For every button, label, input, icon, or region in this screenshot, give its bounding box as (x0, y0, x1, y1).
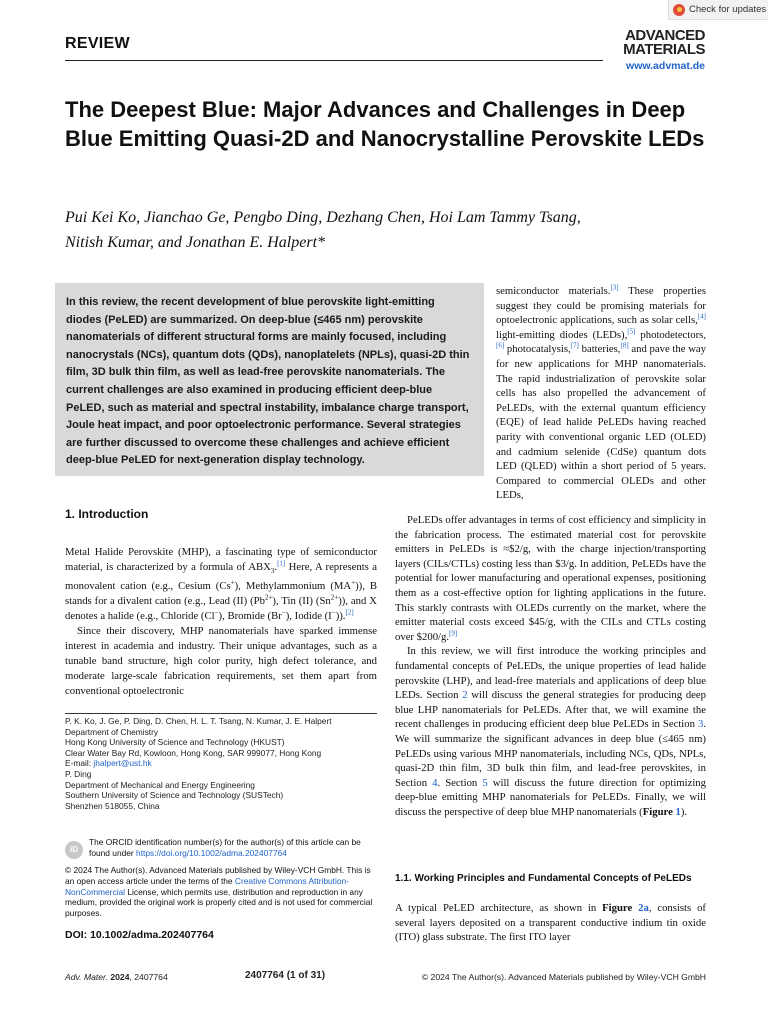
paragraph: In this review, we will first introduce the working principles and fundamental concepts of PeLEDs, the unique properties of lead halide perovskite (LHP), and lead-free materials and applications of deep blue LEDs. Section 2 will discuss the general strategies for producing deep blue LHP nanomaterials for PeLEDs. After that, we will examine the recent challenges in producing efficient deep blue PeLEDs in Section 3. We will summarize the significant advances in deep blue (≤465 nm) PeLEDs using various MHP nanomaterials, including NCs, QDs, NPLs, quasi-2D thin film, 3D bulk thin film, and lead-free perovskites, in Section 4. Section 5 will discuss the future direction for optimizing deep-blue emitting MHP nanomaterials for PeLEDs. Finally, we will discuss the perspective of deep blue MHP nanomaterials (Figure 1). (395, 645, 706, 818)
affiliation-line: Southern University of Science and Technology (SUSTech) (65, 790, 284, 801)
affiliation-line: Shenzhen 518055, China (65, 800, 160, 811)
footer-article-no: 2407764 (134, 972, 168, 982)
body-column-right (395, 513, 706, 819)
affiliation-line: P. K. Ko, J. Ge, P. Ding, D. Chen, H. L. T. Tsang, N. Kumar, J. E. Halpert (65, 716, 332, 726)
check-for-updates-label: Check for updates (689, 4, 767, 15)
section-label: REVIEW (65, 35, 130, 52)
paragraph: PeLEDs offer advantages in terms of cost efficiency and simplicity in the fabrication process. The estimated material cost for perovskite emitters in PeLEDs is ≈$2/g, with the charge injection/transporting layers (CILs/CTLs) costing less than $3/g. In addition, PeLEDs have the potential for lower manufacturing and operational expenses, positioning them as a cost-effective option for lighting applications in the future. This starkly contrasts with OLEDs currently on the market, where the emitter material costs exceed $45/g, with the CILs and CTLs costing over $200/g.[9] (395, 514, 706, 643)
license-link[interactable]: Creative Commons Attribution-NonCommercial (65, 875, 349, 897)
article-title: The Deepest Blue: Major Advances and Challenges in Deep Blue Emitting Quasi-2D and Nanocrystalline Perovskite LEDs (65, 97, 705, 151)
orcid-doi-link[interactable]: https://doi.org/10.1002/adma.202407764 (136, 847, 287, 858)
email-line: E-mail: jhalpert@ust.hk (65, 758, 152, 769)
footer-citation: Adv. Mater. 2024, 2407764 (65, 972, 168, 982)
subsection-heading: 1.1. Working Principles and Fundamental Concepts of PeLEDs (395, 873, 692, 884)
footer-journal: Adv. Mater. (65, 972, 108, 982)
paragraph: Metal Halide Perovskite (MHP), a fascinating type of semiconductor material, is characterized by a formula of $ABX_3.[1]$ Here, A represents a monovalent cation (e.g., Cesium (Cs+), Methylammonium (MA+)), B stands for a divalent cation (e.g., Lead (II) $(Pb^{2+})$, Tin (II) $(Sn^{2+})$), and X denotes a halide (e.g., Chloride (Cl−), Bromide (Br−), Iodide (I−)).[2] (65, 546, 378, 623)
author-list (65, 205, 685, 255)
header-divider (65, 60, 603, 61)
paragraph: Since their discovery, MHP nanomaterials have sparked immense interest in academia and industry. Their unique advantages, such as a tunable band structure, high color purity, high defect tolerance, and moderate large-scale fabrication requirements, set them apart from conventional optoelectronic (65, 625, 377, 698)
abstract-box: In this review, the recent development of blue perovskite light-emitting diodes (PeLED) are summarized. On deep-blue (≤465 nm) perovskite nanomaterials of different structural forms are mainly focused, including nanocrystals (NCs), quantum dots (QDs), nanoplatelets (NPLs), quasi-2D thin film, 3D bulk thin film, as well as lead-free perovskite nanomaterials. The current challenges are also examined in producing efficient deep-blue PeLED, such as material and spectral instability, imbalance charge transport, Joule heat impact, and poor optoelectronic performance. Several strategies are further discussed to overcome these challenges and achieve efficient deep-blue PeLED for next-generation display technology. (55, 283, 484, 476)
section-heading-introduction: 1. Introduction (65, 507, 149, 521)
affiliations (65, 716, 377, 811)
affiliation-line: P. Ding (65, 768, 92, 779)
orcid-text: The ORCID identification number(s) for the author(s) of this article can be found under (89, 837, 361, 858)
footer-copyright: © 2024 The Author(s). Advanced Materials published by Wiley-VCH GmbH (421, 972, 706, 982)
authors-line-1: Pui Kei Ko, Jianchao Ge, Pengbo Ding, Dezhang Chen, Hoi Lam Tammy Tsang, (65, 209, 581, 226)
body-column-right-bottom: A typical PeLED architecture, as shown in Figure 2a, consists of several layers deposited on a transparent conductive indium tin oxide (ITO) glass substrate. The first ITO layer (395, 902, 706, 944)
license-note (65, 865, 377, 919)
orcid-text-block (89, 837, 377, 859)
crossmark-icon (673, 4, 685, 16)
orcid-note (65, 837, 377, 859)
body-column-left (65, 545, 377, 699)
affiliation-line: Department of Chemistry (65, 726, 159, 737)
page-number: 2407764 (1 of 31) (245, 970, 326, 981)
affiliation-divider (65, 713, 377, 714)
journal-url-link[interactable]: www.advmat.de (626, 60, 705, 72)
footer-year: 2024 (110, 972, 130, 982)
license-text: License, which permits use, distribution and reproduction in any medium, provided the original work is properly cited and is not used for commercial purposes. (65, 886, 373, 919)
brand-line-1: ADVANCED (625, 27, 705, 44)
license-text: © 2024 The Author(s). Advanced Materials published by Wiley-VCH GmbH. This is an open access article under the terms of the (65, 865, 371, 886)
article-doi: DOI: 10.1002/adma.202407764 (65, 929, 214, 941)
affiliation-line: Department of Mechanical and Energy Engineering (65, 779, 255, 790)
affiliation-line: Hong Kong University of Science and Technology (HKUST) (65, 737, 285, 748)
check-for-updates-button[interactable] (668, 0, 768, 20)
affiliation-line: Clear Water Bay Rd, Kowloon, Hong Kong, SAR 999077, Hong Kong (65, 747, 322, 758)
email-link[interactable]: jhalpert@ust.hk (93, 758, 152, 769)
authors-line-2: Nitish Kumar, and Jonathan E. Halpert* (65, 234, 326, 251)
journal-logo (623, 29, 705, 72)
orcid-icon: iD (65, 841, 83, 859)
brand-line-2: MATERIALS (623, 41, 705, 58)
body-column-right-top: semiconductor materials.[3] These properties suggest they could be promising materials for optoelectronic applications, such as solar cells,[4] light-emitting diodes (LEDs),[5] photodetectors,[6] photocatalysis,[7] batteries,[8] and pave the way for new applications for MHP nanomaterials. The rapid industrialization of perovskite solar cells has also propelled the advancement of PeLEDs, with the external quantum efficiency (EQE) of lead halide PeLEDs having reached parity with conventional organic LED (OLED) and cadmium selenide (CdSe) quantum dots LED (QLED) within a short period of 5 years. Compared to commercial OLEDs and other LEDs, (496, 283, 707, 502)
